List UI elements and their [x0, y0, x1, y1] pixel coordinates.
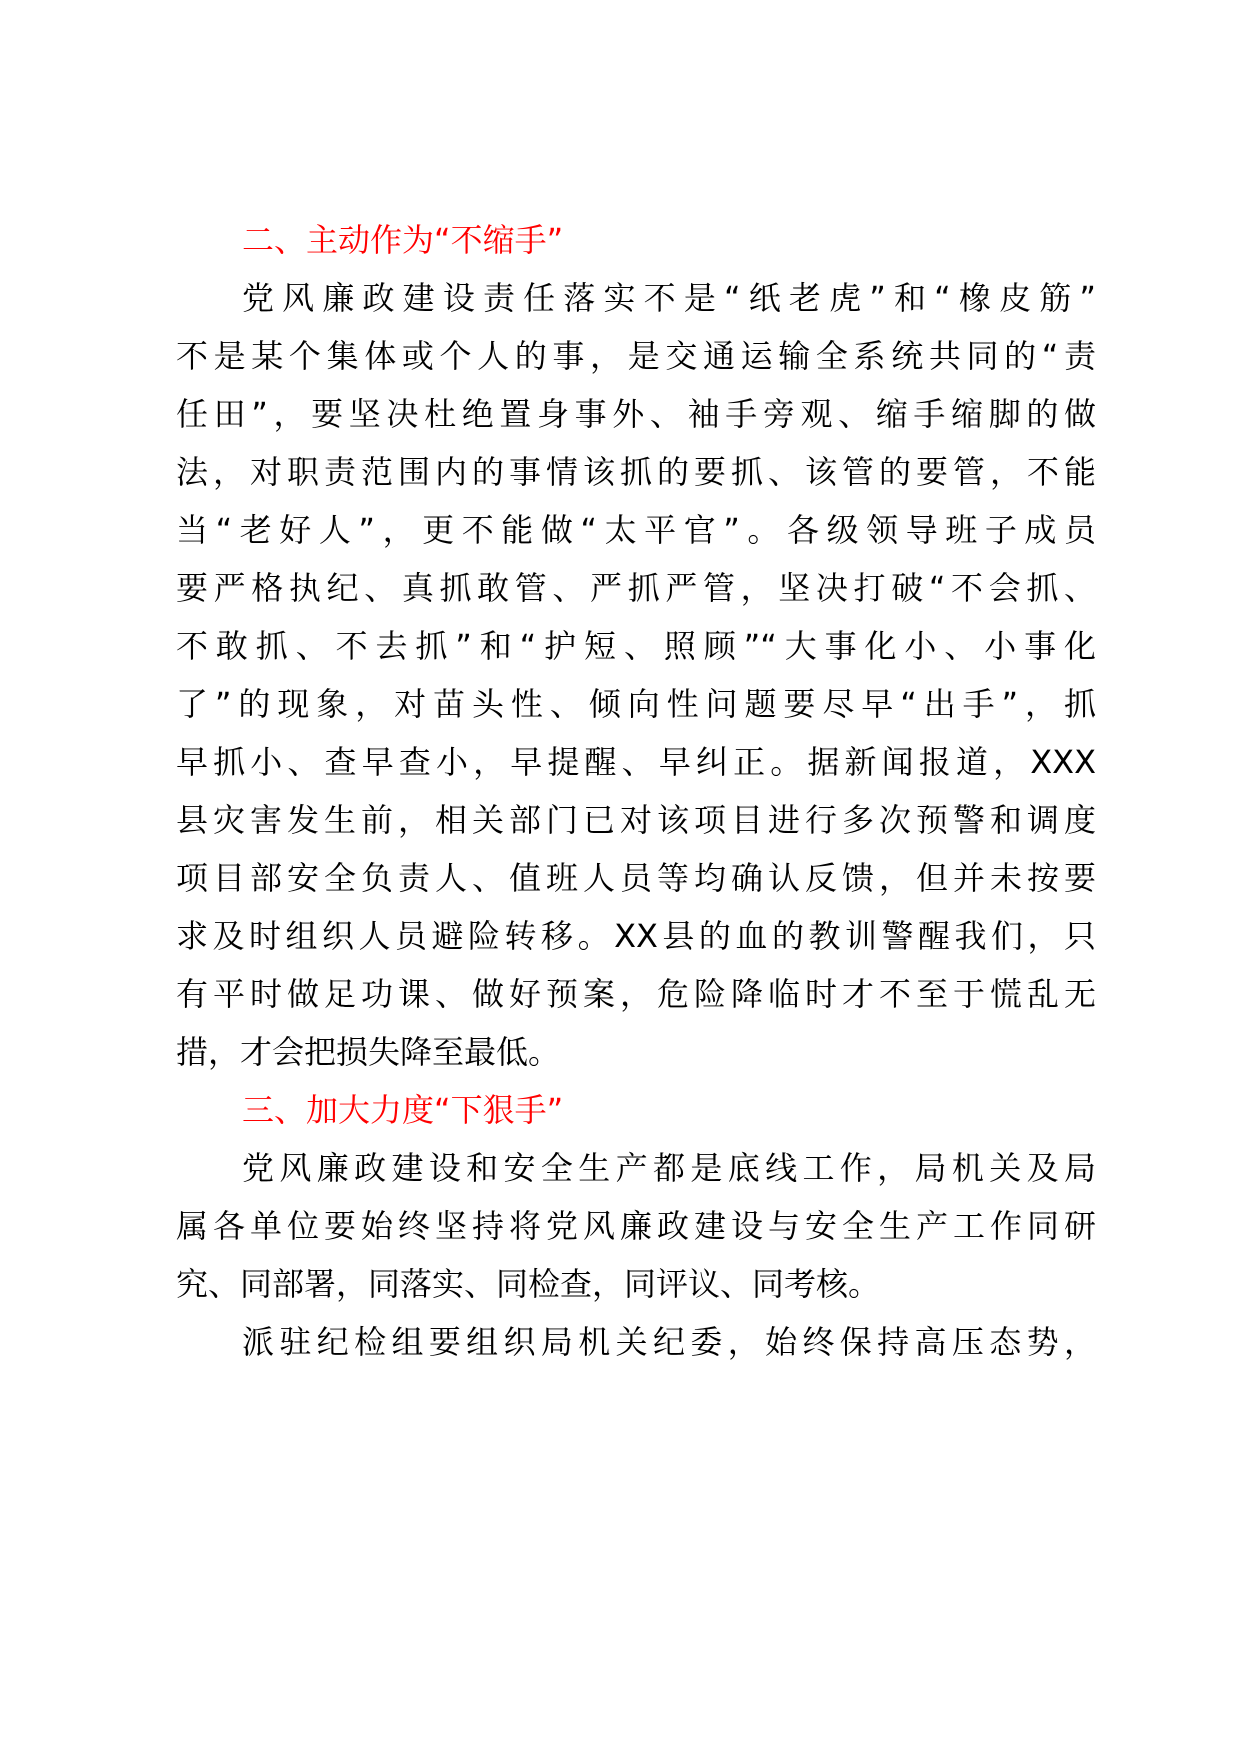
section-heading-2: 二、主动作为“不缩手” [242, 221, 564, 259]
paragraph-2-line-3: 究、同部署，同落实、同检查，同评议、同考核。 [176, 1265, 881, 1303]
paragraph-1-line-3: 任田”，要坚决杜绝置身事外、袖手旁观、缩手缩脚的做 [176, 395, 1096, 433]
paragraph-1-line-2: 不是某个集体或个人的事，是交通运输全系统共同的“责 [176, 337, 1096, 375]
paragraph-1-line-4: 法，对职责范围内的事情该抓的要抓、该管的要管，不能 [176, 453, 1096, 491]
paragraph-1-line-14: 措，才会把损失降至最低。 [176, 1033, 561, 1071]
section-heading-3: 三、加大力度“下狠手” [242, 1091, 564, 1129]
paragraph-2-line-1: 党风廉政建设和安全生产都是底线工作，局机关及局 [242, 1149, 1096, 1187]
paragraph-1-line-1: 党风廉政建设责任落实不是“纸老虎”和“橡皮筋” [242, 279, 1096, 317]
paragraph-1-line-6: 要严格执纪、真抓敢管、严抓严管，坚决打破“不会抓、 [176, 569, 1096, 607]
paragraph-1-line-12: 求及时组织人员避险转移。XX县的血的教训警醒我们，只 [176, 917, 1096, 955]
paragraph-1-line-11: 项目部安全负责人、值班人员等均确认反馈，但并未按要 [176, 859, 1096, 897]
paragraph-1-line-8: 了”的现象，对苗头性、倾向性问题要尽早“出手”，抓 [176, 685, 1096, 723]
paragraph-2-line-2: 属各单位要始终坚持将党风廉政建设与安全生产工作同研 [176, 1207, 1096, 1245]
paragraph-1-line-10: 县灾害发生前，相关部门已对该项目进行多次预警和调度 [176, 801, 1096, 839]
paragraph-1-line-5: 当“老好人”，更不能做“太平官”。各级领导班子成员 [176, 511, 1096, 549]
paragraph-1-line-13: 有平时做足功课、做好预案，危险降临时才不至于慌乱无 [176, 975, 1096, 1013]
paragraph-1-line-7: 不敢抓、不去抓”和“护短、照顾”“大事化小、小事化 [176, 627, 1096, 665]
paragraph-3-line-1: 派驻纪检组要组织局机关纪委，始终保持高压态势， [242, 1323, 1096, 1361]
paragraph-1-line-9: 早抓小、查早查小，早提醒、早纠正。据新闻报道，XXX [176, 743, 1096, 781]
